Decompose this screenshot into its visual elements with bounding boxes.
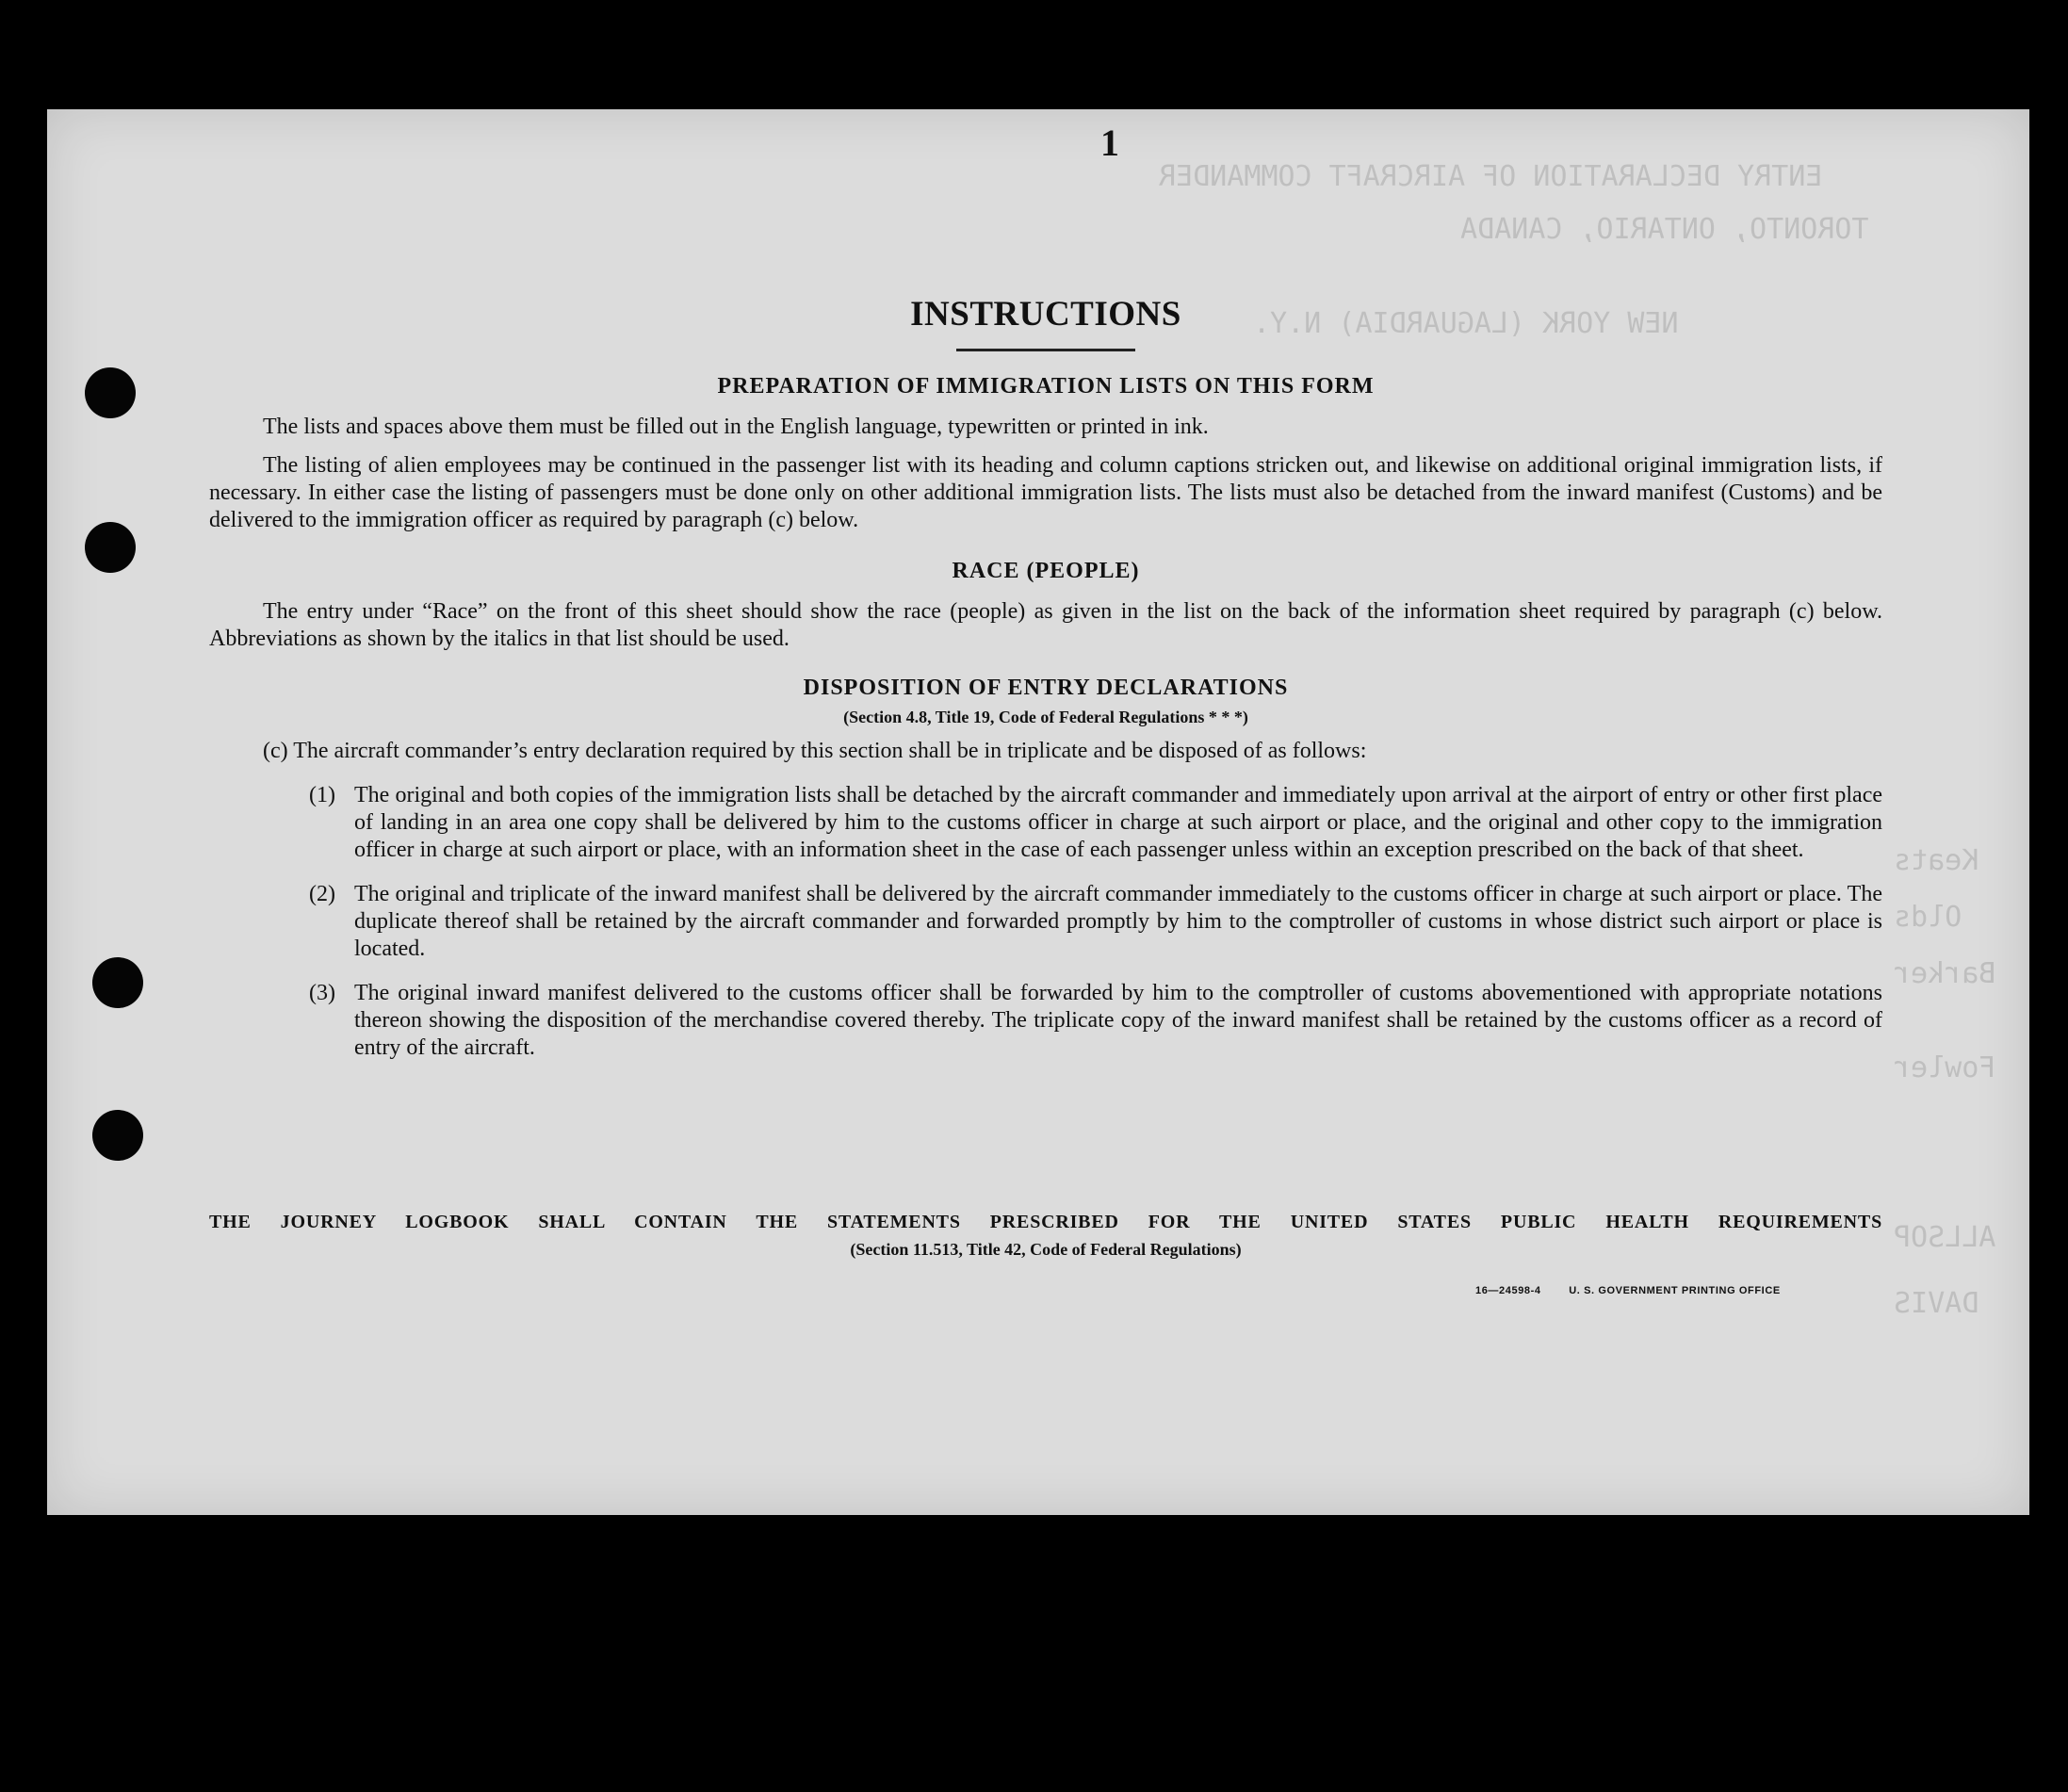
journey-logbook-citation: (Section 11.513, Title 42, Code of Federal Regulations) [850,1240,1242,1259]
top-mark: 1 [1100,122,1119,164]
disposition-heading: DISPOSITION OF ENTRY DECLARATIONS [803,676,1289,700]
punch-hole [85,522,136,573]
document-sheet [47,109,2029,1515]
bleed-through-text: DAVIS [1894,1287,1979,1320]
preparation-paragraph-1: The lists and spaces above them must be filled out in the English language, typewritten or printed in ink. [263,415,1209,439]
bleed-through-text: NEW YORK (LAGUARDIA) N.Y. [1253,307,1679,340]
printer-imprint [1475,1285,1805,1296]
bleed-through-text: ENTRY DECLARATION OF AIRCRAFT COMMANDER [1159,160,1823,193]
item-number: (2) [309,882,335,906]
item-text: The original and both copies of the immigration lists shall be detached by the aircraft commander and immediately upon arrival at the airport of entry or other first place of landing in an area one copy shall be delivered by him to the customs officer in charge at such airport or place, and the original and other copy to the immigration officer in charge at such airport or place, with an information sheet in the case of each passenger unless within an exception prescribed on the back of that sheet. [354,783,1882,862]
race-paragraph: The entry under “Race” on the front of this sheet should show the race (people) as given in the list on the back of the information sheet required by paragraph (c) below. Abbreviations as shown by the italics in that list should be used. [209,599,1882,651]
punch-hole [92,1110,143,1161]
preparation-heading: PREPARATION OF IMMIGRATION LISTS ON THIS FORM [717,374,1375,399]
disposition-item [209,881,1882,963]
punch-hole [85,367,136,418]
journey-logbook-line: THE JOURNEY LOGBOOK SHALL CONTAIN THE STATEMENTS PRESCRIBED FOR THE UNITED STATES PUBLIC HEALTH REQUIREMENTS [209,1212,1882,1232]
bleed-through-text: Barker [1894,957,1996,990]
bleed-through-text: TORONTO, ONTARIO, CANADA [1460,213,1869,246]
instructions-content [209,294,1882,1079]
disposition-item [209,782,1882,864]
punch-hole [92,957,143,1008]
bleed-through-text: ALLSOP [1894,1221,1996,1254]
bleed-through-text: Fowler [1894,1051,1996,1084]
preparation-paragraph-2: The listing of alien employees may be continued in the passenger list with its heading and column captions stricken out, and likewise on additional original immigration lists, if necessary. In either case the listing of passengers must be done only on other additional immigration lists. The lists must also be detached from the inward manifest (Customs) and be delivered to the immigration officer as required by paragraph (c) below. [209,453,1882,532]
bleed-through-text: Olds [1894,901,1962,934]
bleed-through-text: Keats [1894,844,1979,877]
item-number: (3) [309,981,335,1005]
item-text: The original and triplicate of the inward manifest shall be delivered by the aircraft commander immediately to the customs officer in charge at such airport or place. The duplicate thereof shall be retained by the aircraft commander and forwarded promptly by him to the comptroller of customs in whose district such airport or place is located. [354,882,1882,961]
page-title: INSTRUCTIONS [910,295,1181,334]
disposition-lead: (c) The aircraft commander’s entry declaration required by this section shall be in triplicate and be disposed of as follows: [263,739,1367,763]
race-heading: RACE (PEOPLE) [952,559,1140,583]
printing-office: U. S. GOVERNMENT PRINTING OFFICE [1569,1285,1781,1296]
item-number: (1) [309,783,335,807]
form-number: 16—24598-4 [1475,1285,1541,1296]
disposition-subheading: (Section 4.8, Title 19, Code of Federal Regulations * * *) [843,708,1248,726]
title-rule [956,349,1135,351]
item-text: The original inward manifest delivered to the customs officer shall be forwarded by him to the comptroller of customs abovementioned with appropriate notations thereon showing the disposition of the merchandise covered thereby. The triplicate copy of the inward manifest shall be retained by the customs officer as a record of entry of the aircraft. [354,981,1882,1060]
disposition-item [209,980,1882,1062]
